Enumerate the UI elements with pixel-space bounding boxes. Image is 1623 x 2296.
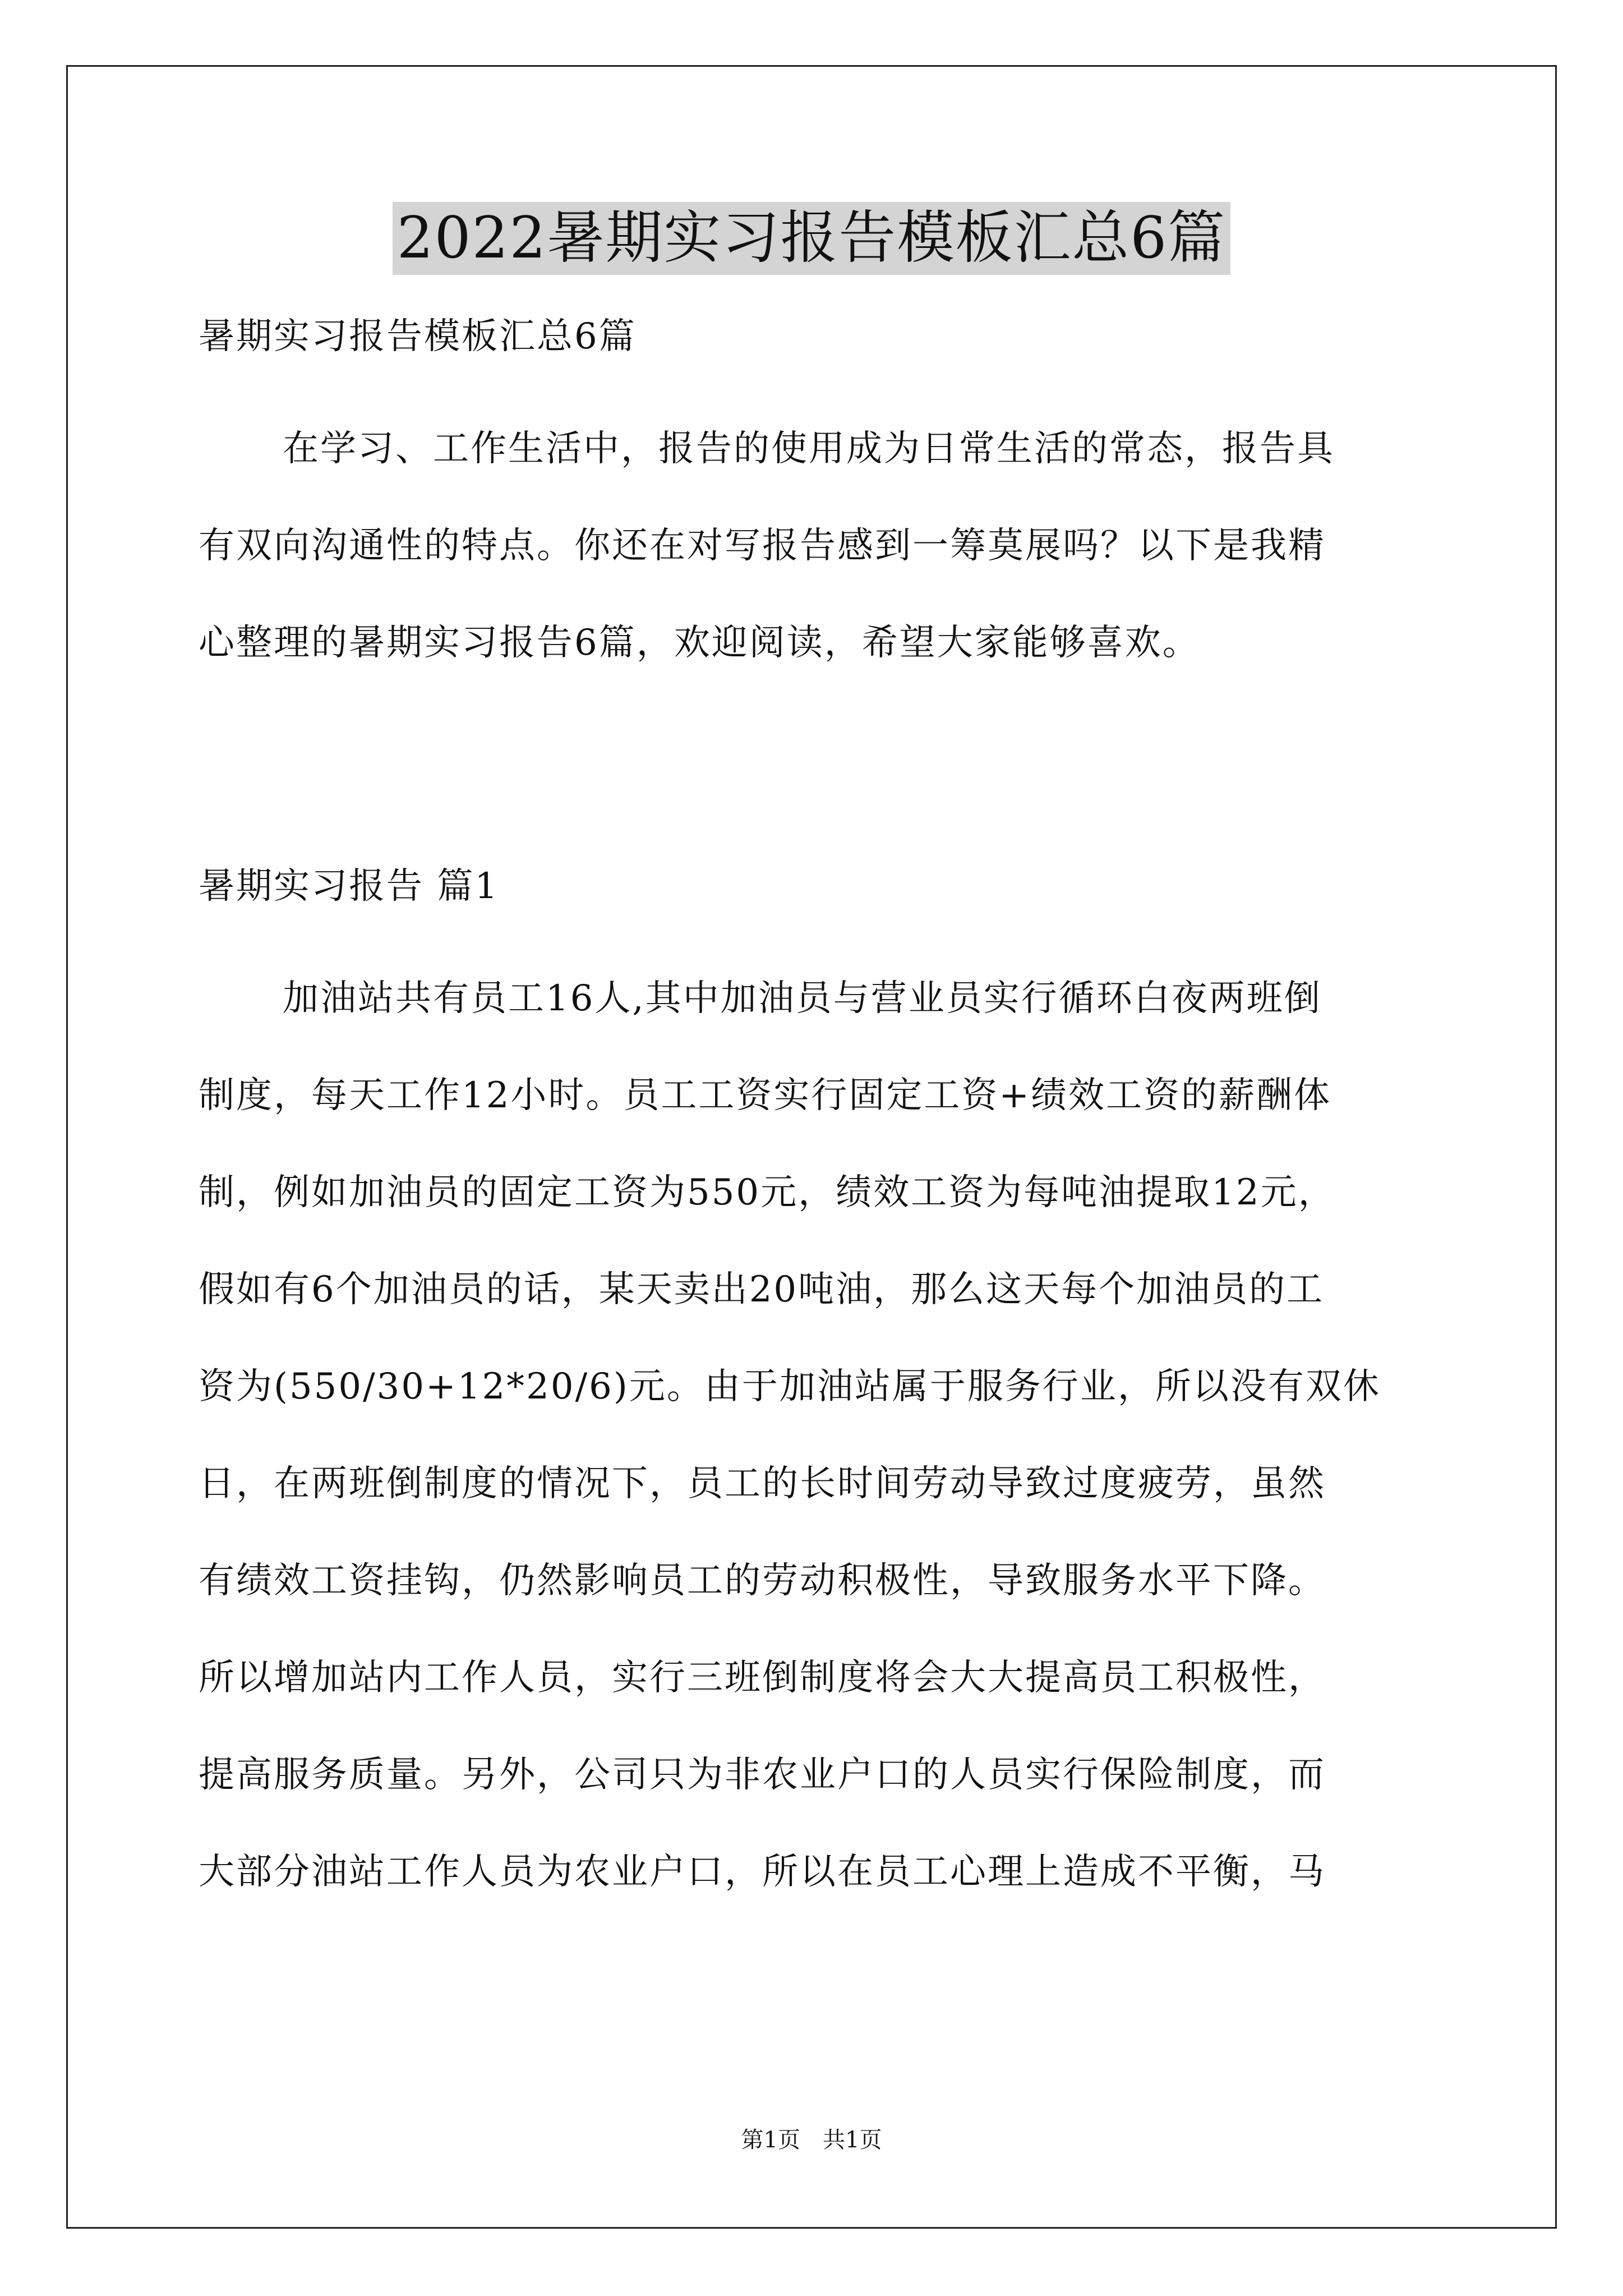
body-line: 假如有6个加油员的话，某天卖出20吨油，那么这天每个加油员的工	[199, 1269, 1325, 1310]
body-line: 制度，每天工作12小时。员工工资实行固定工资+绩效工资的薪酬体	[199, 1075, 1332, 1116]
body-line: 有绩效工资挂钩，仍然影响员工的劳动积极性，导致服务水平下降。	[199, 1560, 1326, 1602]
document-title: 2022暑期实习报告模板汇总6篇	[393, 202, 1230, 275]
document-subtitle: 暑期实习报告模板汇总6篇	[199, 316, 637, 357]
intro-line: 有双向沟通性的特点。你还在对写报告感到一筹莫展吗？以下是我精	[199, 525, 1326, 567]
body-line: 资为(550/30+12*20/6)元。由于加油站属于服务行业，所以没有双休	[199, 1366, 1381, 1407]
body-line: 制，例如加油员的固定工资为550元，绩效工资为每吨油提取12元，	[199, 1172, 1336, 1213]
body-line: 所以增加站内工作人员，实行三班倒制度将会大大提高员工积极性，	[199, 1657, 1326, 1699]
title-container	[0, 202, 1623, 275]
section-heading: 暑期实习报告 篇1	[199, 866, 500, 907]
body-line: 大部分油站工作人员为农业户口，所以在员工心理上造成不平衡，马	[199, 1851, 1326, 1893]
page-border	[66, 65, 1557, 2229]
body-line: 加油站共有员工16人,其中加油员与营业员实行循环白夜两班倒	[283, 978, 1322, 1019]
intro-line: 心整理的暑期实习报告6篇，欢迎阅读，希望大家能够喜欢。	[199, 622, 1200, 664]
page-footer: 第1页 共1页	[741, 2127, 882, 2153]
body-line: 提高服务质量。另外，公司只为非农业户口的人员实行保险制度，而	[199, 1754, 1326, 1796]
body-line: 日，在两班倒制度的情况下，员工的长时间劳动导致过度疲劳，虽然	[199, 1463, 1326, 1504]
intro-line: 在学习、工作生活中，报告的使用成为日常生活的常态，报告具	[283, 428, 1335, 470]
